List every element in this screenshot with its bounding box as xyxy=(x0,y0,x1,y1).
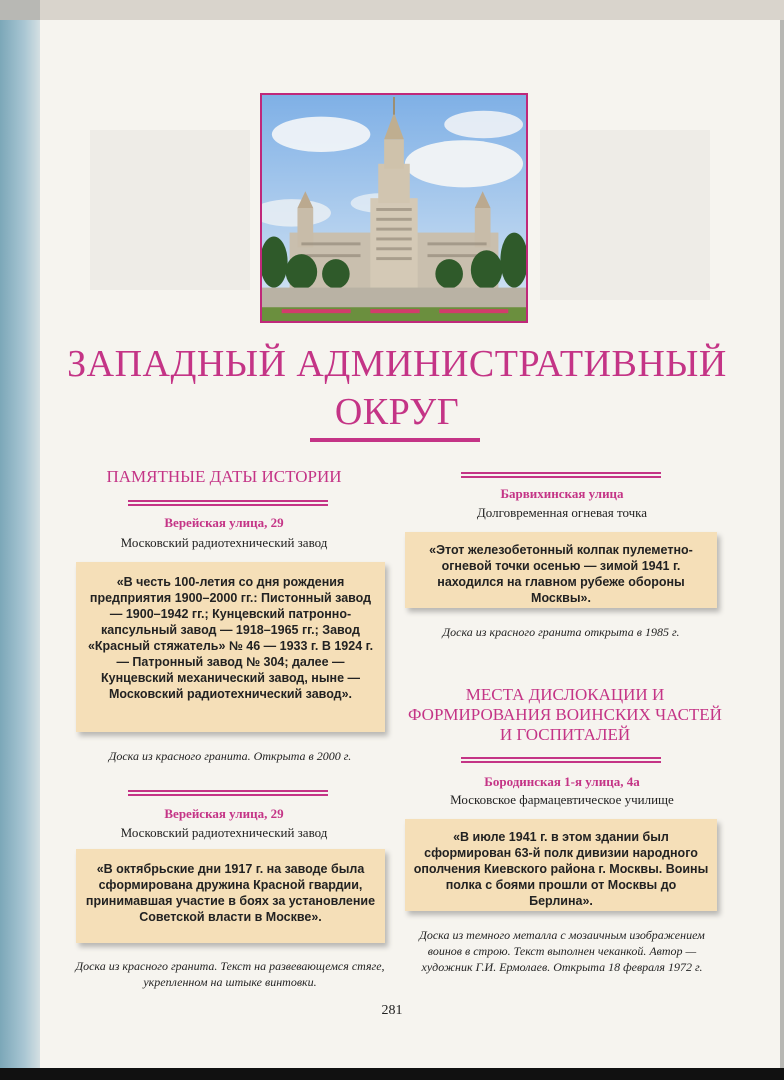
entry-object: Московский радиотехнический завод xyxy=(120,535,328,550)
divider-rule xyxy=(461,757,661,763)
title-underline xyxy=(310,438,480,442)
entry-quote-plaque: «В июле 1941 г. в этом здании был сформирован 63-й полк дивизии народного ополчения Киевского района г. Москвы. Воины полка с боями прошли от Москвы до Берлина». xyxy=(405,819,717,911)
entry-object: Московский радиотехнический завод xyxy=(120,825,328,840)
entry-object: Долговременная огневая точка xyxy=(476,505,648,520)
divider-rule xyxy=(128,500,328,506)
entry-quote-plaque: «В октябрьские дни 1917 г. на заводе была сформирована дружина Красной гвардии, принимавшая участие в боях за установление Советской власти в Москве». xyxy=(76,849,385,943)
entry-caption: Доска из красного гранита. Открыта в 2000 г. xyxy=(108,749,352,763)
page-number: 281 xyxy=(381,1003,403,1018)
page-title: ЗАПАДНЫЙ АДМИНИСТРАТИВНЫЙ ОКРУГ xyxy=(67,343,727,433)
entry-address: Верейская улица, 29 xyxy=(164,515,284,530)
entry-caption: Доска из красного гранита открыта в 1985 г. xyxy=(442,625,680,639)
entry-address: Верейская улица, 29 xyxy=(164,806,284,821)
university-photo xyxy=(260,93,528,323)
section-heading-memorable-dates: ПАМЯТНЫЕ ДАТЫ ИСТОРИИ xyxy=(106,467,342,486)
divider-rule xyxy=(461,472,661,478)
show-through xyxy=(540,130,710,300)
page-bottom-edge xyxy=(0,1068,784,1080)
entry-quote-plaque: «Этот железобетонный колпак пулеметно-огневой точки осенью — зимой 1941 г. находился на главном рубеже обороны Москвы». xyxy=(405,532,717,608)
divider-rule xyxy=(128,790,328,796)
entry-address: Бородинская 1-я улица, 4а xyxy=(484,774,640,789)
entry-quote-plaque: «В честь 100-летия со дня рождения предприятия 1900–2000 гг.: Пистонный завод — 1900–1942 гг.; Кунцевский патронно-капсульный завод — 1918–1965 гг.; Завод «Красный стяжатель» № 46 — 1933 г. В 1924 г. — Патронный завод № 304; далее — Кунцевский механический завод, ныне — Московский радиотехнический завод». xyxy=(76,562,385,732)
entry-object: Московское фармацевтическое училище xyxy=(450,792,674,807)
entry-caption: Доска из красного гранита. Текст на развевающемся стяге, укрепленном на штыке винтовки. xyxy=(75,959,385,989)
book-spine xyxy=(0,20,44,1070)
entry-caption: Доска из темного металла с мозаичным изображением воинов в строю. Текст выполнен чеканкой. Автор — художник Г.И. Ермолаев. Открыта 18 февраля 1972 г. xyxy=(419,928,705,974)
section-heading-military-units: МЕСТА ДИСЛОКАЦИИ И ФОРМИРОВАНИЯ ВОИНСКИХ ЧАСТЕЙ И ГОСПИТАЛЕЙ xyxy=(408,685,722,744)
entry-address: Барвихинская улица xyxy=(500,486,624,501)
show-through xyxy=(90,130,250,290)
page-top-edge xyxy=(40,0,784,20)
